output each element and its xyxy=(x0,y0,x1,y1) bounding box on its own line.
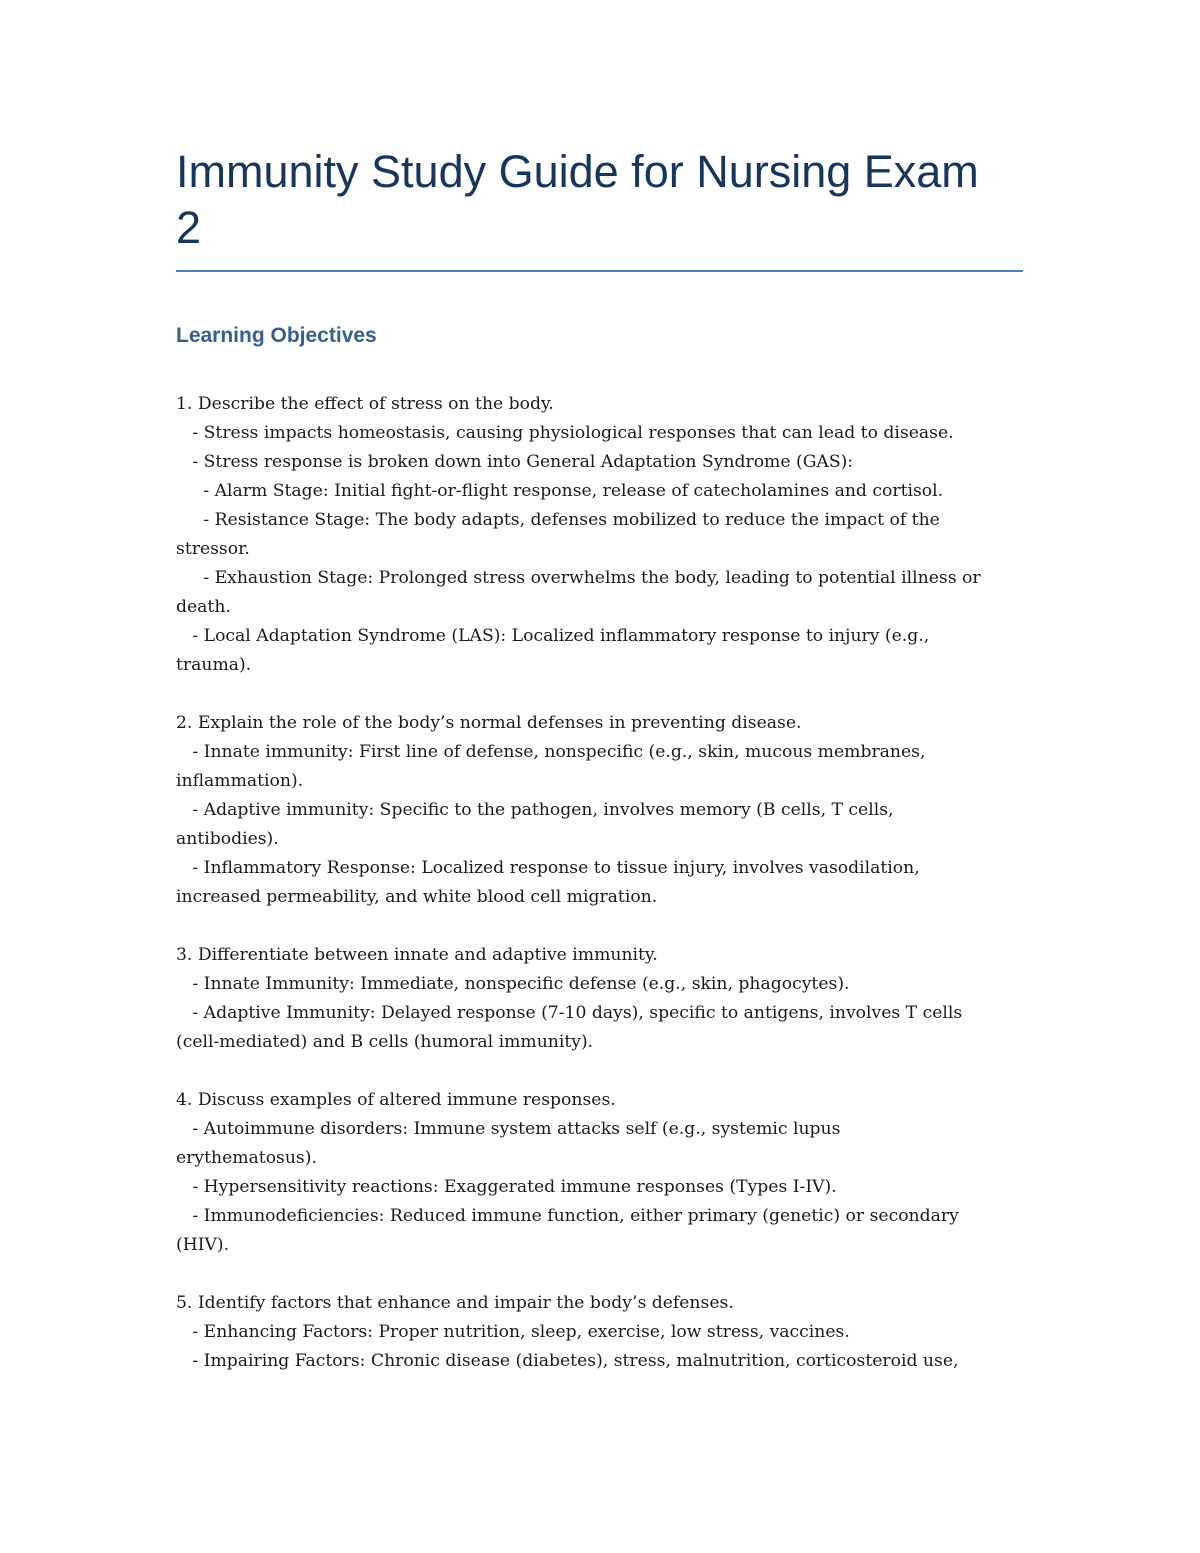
body-line: (HIV). xyxy=(176,1235,230,1255)
body-line: (cell-mediated) and B cells (humoral immunity). xyxy=(176,1032,594,1052)
body-line: - Exhaustion Stage: Prolonged stress overwhelms the body, leading to potential illness or xyxy=(176,568,981,588)
body-line: - Innate Immunity: Immediate, nonspecific defense (e.g., skin, phagocytes). xyxy=(176,974,850,994)
body-line: 5. Identify factors that enhance and impair the body’s defenses. xyxy=(176,1293,734,1313)
body-line: stressor. xyxy=(176,539,250,559)
blank-line xyxy=(176,680,1036,709)
body-line: - Adaptive Immunity: Delayed response (7-10 days), specific to antigens, involves T cells xyxy=(176,1003,963,1023)
body-line: 4. Discuss examples of altered immune responses. xyxy=(176,1090,616,1110)
section-heading-learning-objectives: Learning Objectives xyxy=(176,324,377,347)
blank-line xyxy=(176,912,1036,941)
body-line: - Immunodeficiencies: Reduced immune function, either primary (genetic) or secondary xyxy=(176,1206,959,1226)
body-line: 2. Explain the role of the body’s normal defenses in preventing disease. xyxy=(176,713,802,733)
body-line: - Stress response is broken down into General Adaptation Syndrome (GAS): xyxy=(176,452,854,472)
blank-line xyxy=(176,1057,1036,1086)
body-line: - Local Adaptation Syndrome (LAS): Localized inflammatory response to injury (e.g., xyxy=(176,626,930,646)
body-line: - Impairing Factors: Chronic disease (diabetes), stress, malnutrition, corticosteroid use, xyxy=(176,1351,959,1371)
title-line-1: Immunity Study Guide for Nursing Exam xyxy=(176,146,979,197)
body-line: - Hypersensitivity reactions: Exaggerated immune responses (Types I-IV). xyxy=(176,1177,837,1197)
body-line: - Innate immunity: First line of defense, nonspecific (e.g., skin, mucous membranes, xyxy=(176,742,926,762)
title-underline-rule xyxy=(176,270,1023,272)
title-line-2: 2 xyxy=(176,202,202,253)
body-line: 3. Differentiate between innate and adaptive immunity. xyxy=(176,945,658,965)
body-line: inflammation). xyxy=(176,771,304,791)
document-body xyxy=(176,390,1036,1376)
body-line: antibodies). xyxy=(176,829,279,849)
body-line: - Autoimmune disorders: Immune system attacks self (e.g., systemic lupus xyxy=(176,1119,841,1139)
body-line: - Resistance Stage: The body adapts, defenses mobilized to reduce the impact of the xyxy=(176,510,940,530)
body-line: - Adaptive immunity: Specific to the pathogen, involves memory (B cells, T cells, xyxy=(176,800,894,820)
body-line: 1. Describe the effect of stress on the body. xyxy=(176,394,554,414)
body-line: - Alarm Stage: Initial fight-or-flight response, release of catecholamines and cortisol. xyxy=(176,481,944,501)
document-title xyxy=(176,144,1036,256)
body-line: erythematosus). xyxy=(176,1148,317,1168)
blank-line xyxy=(176,1260,1036,1289)
body-line: - Inflammatory Response: Localized response to tissue injury, involves vasodilation, xyxy=(176,858,920,878)
body-line: increased permeability, and white blood cell migration. xyxy=(176,887,658,907)
body-line: death. xyxy=(176,597,231,617)
body-line: trauma). xyxy=(176,655,252,675)
body-line: - Enhancing Factors: Proper nutrition, sleep, exercise, low stress, vaccines. xyxy=(176,1322,850,1342)
body-line: - Stress impacts homeostasis, causing physiological responses that can lead to disease. xyxy=(176,423,954,443)
